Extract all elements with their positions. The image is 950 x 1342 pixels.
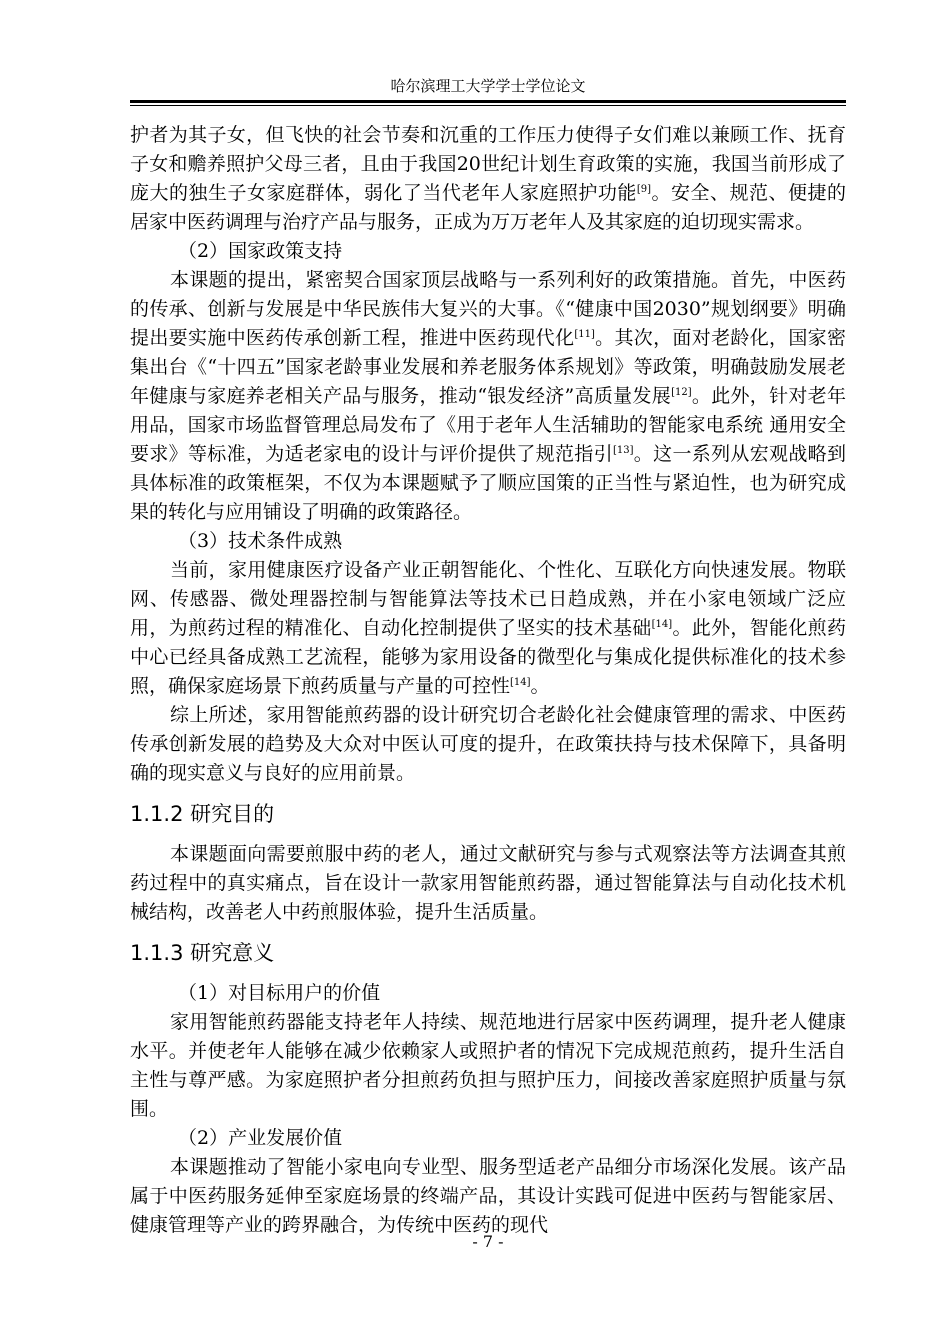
citation: [14] <box>510 677 531 688</box>
citation: [9] <box>636 184 652 195</box>
citation: [11] <box>574 329 595 340</box>
subheading-policy: （2）国家政策支持 <box>178 240 343 262</box>
paragraph-research-purpose: 本课题面向需要煎服中药的老人，通过文献研究与参与式观察法等方法调查其煎药过程中的真实痛点，旨在设计一款家用智能煎药器，通过智能算法与自动化技术机械结构，改善老人中药煎服体验，提升生活质量。 <box>130 843 846 923</box>
citation: [14] <box>651 619 673 630</box>
section-heading-1-1-2: 1.1.2 研究目的 <box>130 802 275 826</box>
paragraph-user-value: 家用智能煎药器能支持老年人持续、规范地进行居家中医药调理，提升老人健康水平。并使老年人能够在减少依赖家人或照护者的情况下完成规范煎药，提升生活自主性与尊严感。为家庭照护者分担煎药负担与照护压力，间接改善家庭照护质量与氛围。 <box>130 1011 846 1120</box>
paragraph-industry-value: 本课题推动了智能小家电向专业型、服务型适老产品细分市场深化发展。该产品属于中医药服务延伸至家庭场景的终端产品，其设计实践可促进中医药与智能家居、健康管理等产业的跨界融合，为传统中医药的现代 <box>130 1156 846 1236</box>
paragraph-policy: 本课题的提出，紧密契合国家顶层战略与一系列利好的政策措施。首先，中医药的传承、创新与发展是中华民族伟大复兴的大事。《“健康中国2030”规划纲要》明确提出要实施中医药传承创新工程，推进中医药现代化[11]。其次，面对老龄化，国家密集出台《“十四五”国家老龄事业发展和养老服务体系规划》等政策，明确鼓励发展老年健康与家庭养老相关产品与服务，推动“银发经济”高质量发展[12]。此外，针对老年用品，国家市场监督管理总局发布了《用于老年人生活辅助的智能家电系统 通用安全要求》等标准，为适老家电的设计与评价提供了规范指引[13]。这一系列从宏观战略到具体标准的政策框架，不仅为本课题赋予了顺应国策的正当性与紧迫性，也为研究成果的转化与应用铺设了明确的政策路径。 <box>130 269 846 523</box>
paragraph-technology: 当前，家用健康医疗设备产业正朝智能化、个性化、互联化方向快速发展。物联网、传感器、微处理器控制与智能算法等技术已日趋成熟，并在小家电领域广泛应用，为煎药过程的精准化、自动化控制提供了坚实的技术基础[14]。此外，智能化煎药中心已经具备成熟工艺流程，能够为家用设备的微型化与集成化提供标准化的技术参照，确保家庭场景下煎药质量与产量的可控性[14]。 <box>130 559 846 697</box>
page-body <box>130 121 846 1240</box>
subheading-technology: （3）技术条件成熟 <box>178 530 343 552</box>
paragraph-summary: 综上所述，家用智能煎药器的设计研究切合老龄化社会健康管理的需求、中医药传承创新发展的趋势及大众对中医认可度的提升，在政策扶持与技术保障下，具备明确的现实意义与良好的应用前景。 <box>130 704 846 784</box>
citation: [13] <box>612 445 634 456</box>
subheading-industry-value: （2）产业发展价值 <box>178 1127 343 1149</box>
citation: [12] <box>671 387 692 398</box>
paragraph-family-care: 护者为其子女，但飞快的社会节奏和沉重的工作压力使得子女们难以兼顾工作、抚育子女和赡养照护父母三者，且由于我国20世纪计划生育政策的实施，我国当前形成了庞大的独生子女家庭群体，弱化了当代老年人家庭照护功能[9]。安全、规范、便捷的居家中医药调理与治疗产品与服务，正成为万万老年人及其家庭的迫切现实需求。 <box>130 124 846 233</box>
subheading-user-value: （1）对目标用户的价值 <box>178 982 381 1004</box>
running-header: 哈尔滨理工大学学士学位论文 <box>390 77 586 95</box>
section-heading-1-1-3: 1.1.3 研究意义 <box>130 941 275 965</box>
header-rule-thick <box>130 100 846 103</box>
header-rule-thin <box>130 105 846 106</box>
page-number: - 7 - <box>472 1232 504 1251</box>
